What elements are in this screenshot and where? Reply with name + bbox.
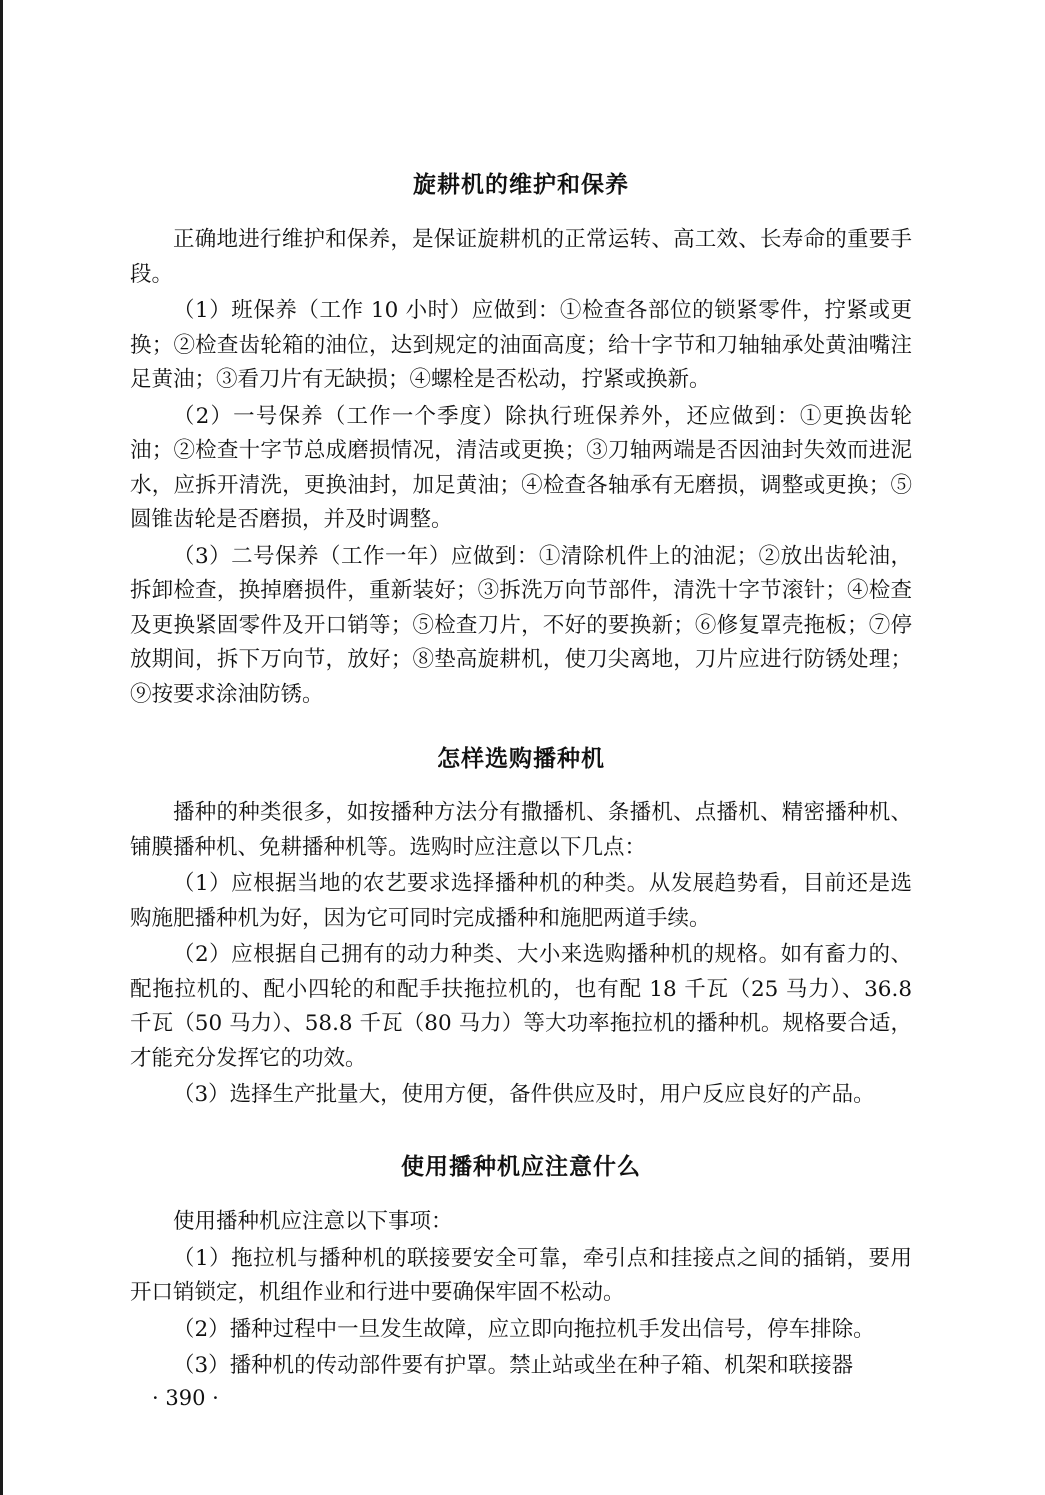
section-title-buying-seeder: 怎样选购播种机: [437, 746, 605, 772]
paragraph: 正确地进行维护和保养，是保证旋耕机的正常运转、高工效、长寿命的重要手段。: [130, 227, 912, 287]
paragraph: （1）班保养（工作 10 小时）应做到：①检查各部位的锁紧零件，拧紧或更换；②检查齿轮箱的油位，达到规定的油面高度；给十字节和刀轴轴承处黄油嘴注足黄油；③看刀片有无缺损；④螺栓是否松动，拧紧或换新。: [130, 298, 912, 392]
paragraph: 使用播种机应注意以下事项：: [173, 1209, 453, 1234]
paragraph: （2）播种过程中一旦发生故障，应立即向拖拉机手发出信号，停车排除。: [173, 1316, 875, 1342]
section-body-rotary-tiller-maintenance: [130, 223, 912, 714]
paragraph: （1）应根据当地的农艺要求选择播种机的种类。从发展趋势看，目前还是选购施肥播种机为好，因为它可同时完成播种和施肥两道手续。: [130, 871, 912, 931]
section-title-using-seeder: 使用播种机应注意什么: [401, 1154, 641, 1180]
section-body-using-seeder: [130, 1205, 912, 1386]
page-number: · 390 ·: [152, 1386, 219, 1410]
paragraph: （3）二号保养（工作一年）应做到：①清除机件上的油泥；②放出齿轮油，拆卸检查，换掉磨损件，重新装好；③拆洗万向节部件，清洗十字节滚针；④检查及更换紧固零件及开口销等；⑤检查刀片，不好的要换新；⑥修复罩壳拖板；⑦停放期间，拆下万向节，放好；⑧垫高旋耕机，使刀尖离地，刀片应进行防锈处理；⑨按要求涂油防锈。: [130, 543, 912, 707]
section-title-rotary-tiller-maintenance: 旋耕机的维护和保养: [413, 172, 629, 198]
section-body-buying-seeder: [130, 796, 912, 1115]
paragraph: （3）播种机的传动部件要有护罩。禁止站或坐在种子箱、机架和联接器: [173, 1353, 854, 1378]
paragraph: 播种的种类很多，如按播种方法分有撒播机、条播机、点播机、精密播种机、铺膜播种机、免耕播种机等。选购时应注意以下几点：: [130, 800, 912, 860]
paragraph: （2）应根据自己拥有的动力种类、大小来选购播种机的规格。如有畜力的、配拖拉机的、配小四轮的和配手扶拖拉机的，也有配 18 千瓦（25 马力）、36.8 千瓦（50 马力）、58.8 千瓦（80 马力）等大功率拖拉机的播种机。规格要合适，才能充分发挥它的功效。: [130, 942, 912, 1071]
page-left-border: [0, 0, 3, 1495]
paragraph: （3）选择生产批量大，使用方便，备件供应及时，用户反应良好的产品。: [173, 1082, 875, 1107]
paragraph: （1）拖拉机与播种机的联接要安全可靠，牵引点和挂接点之间的插销，要用开口销锁定，机组作业和行进中要确保牢固不松动。: [130, 1245, 912, 1305]
paragraph: （2）一号保养（工作一个季度）除执行班保养外，还应做到：①更换齿轮油；②检查十字节总成磨损情况，清洁或更换；③刀轴两端是否因油封失效而进泥水，应拆开清洗，更换油封，加足黄油；④检查各轴承有无磨损，调整或更换；⑤圆锥齿轮是否磨损，并及时调整。: [130, 403, 912, 532]
